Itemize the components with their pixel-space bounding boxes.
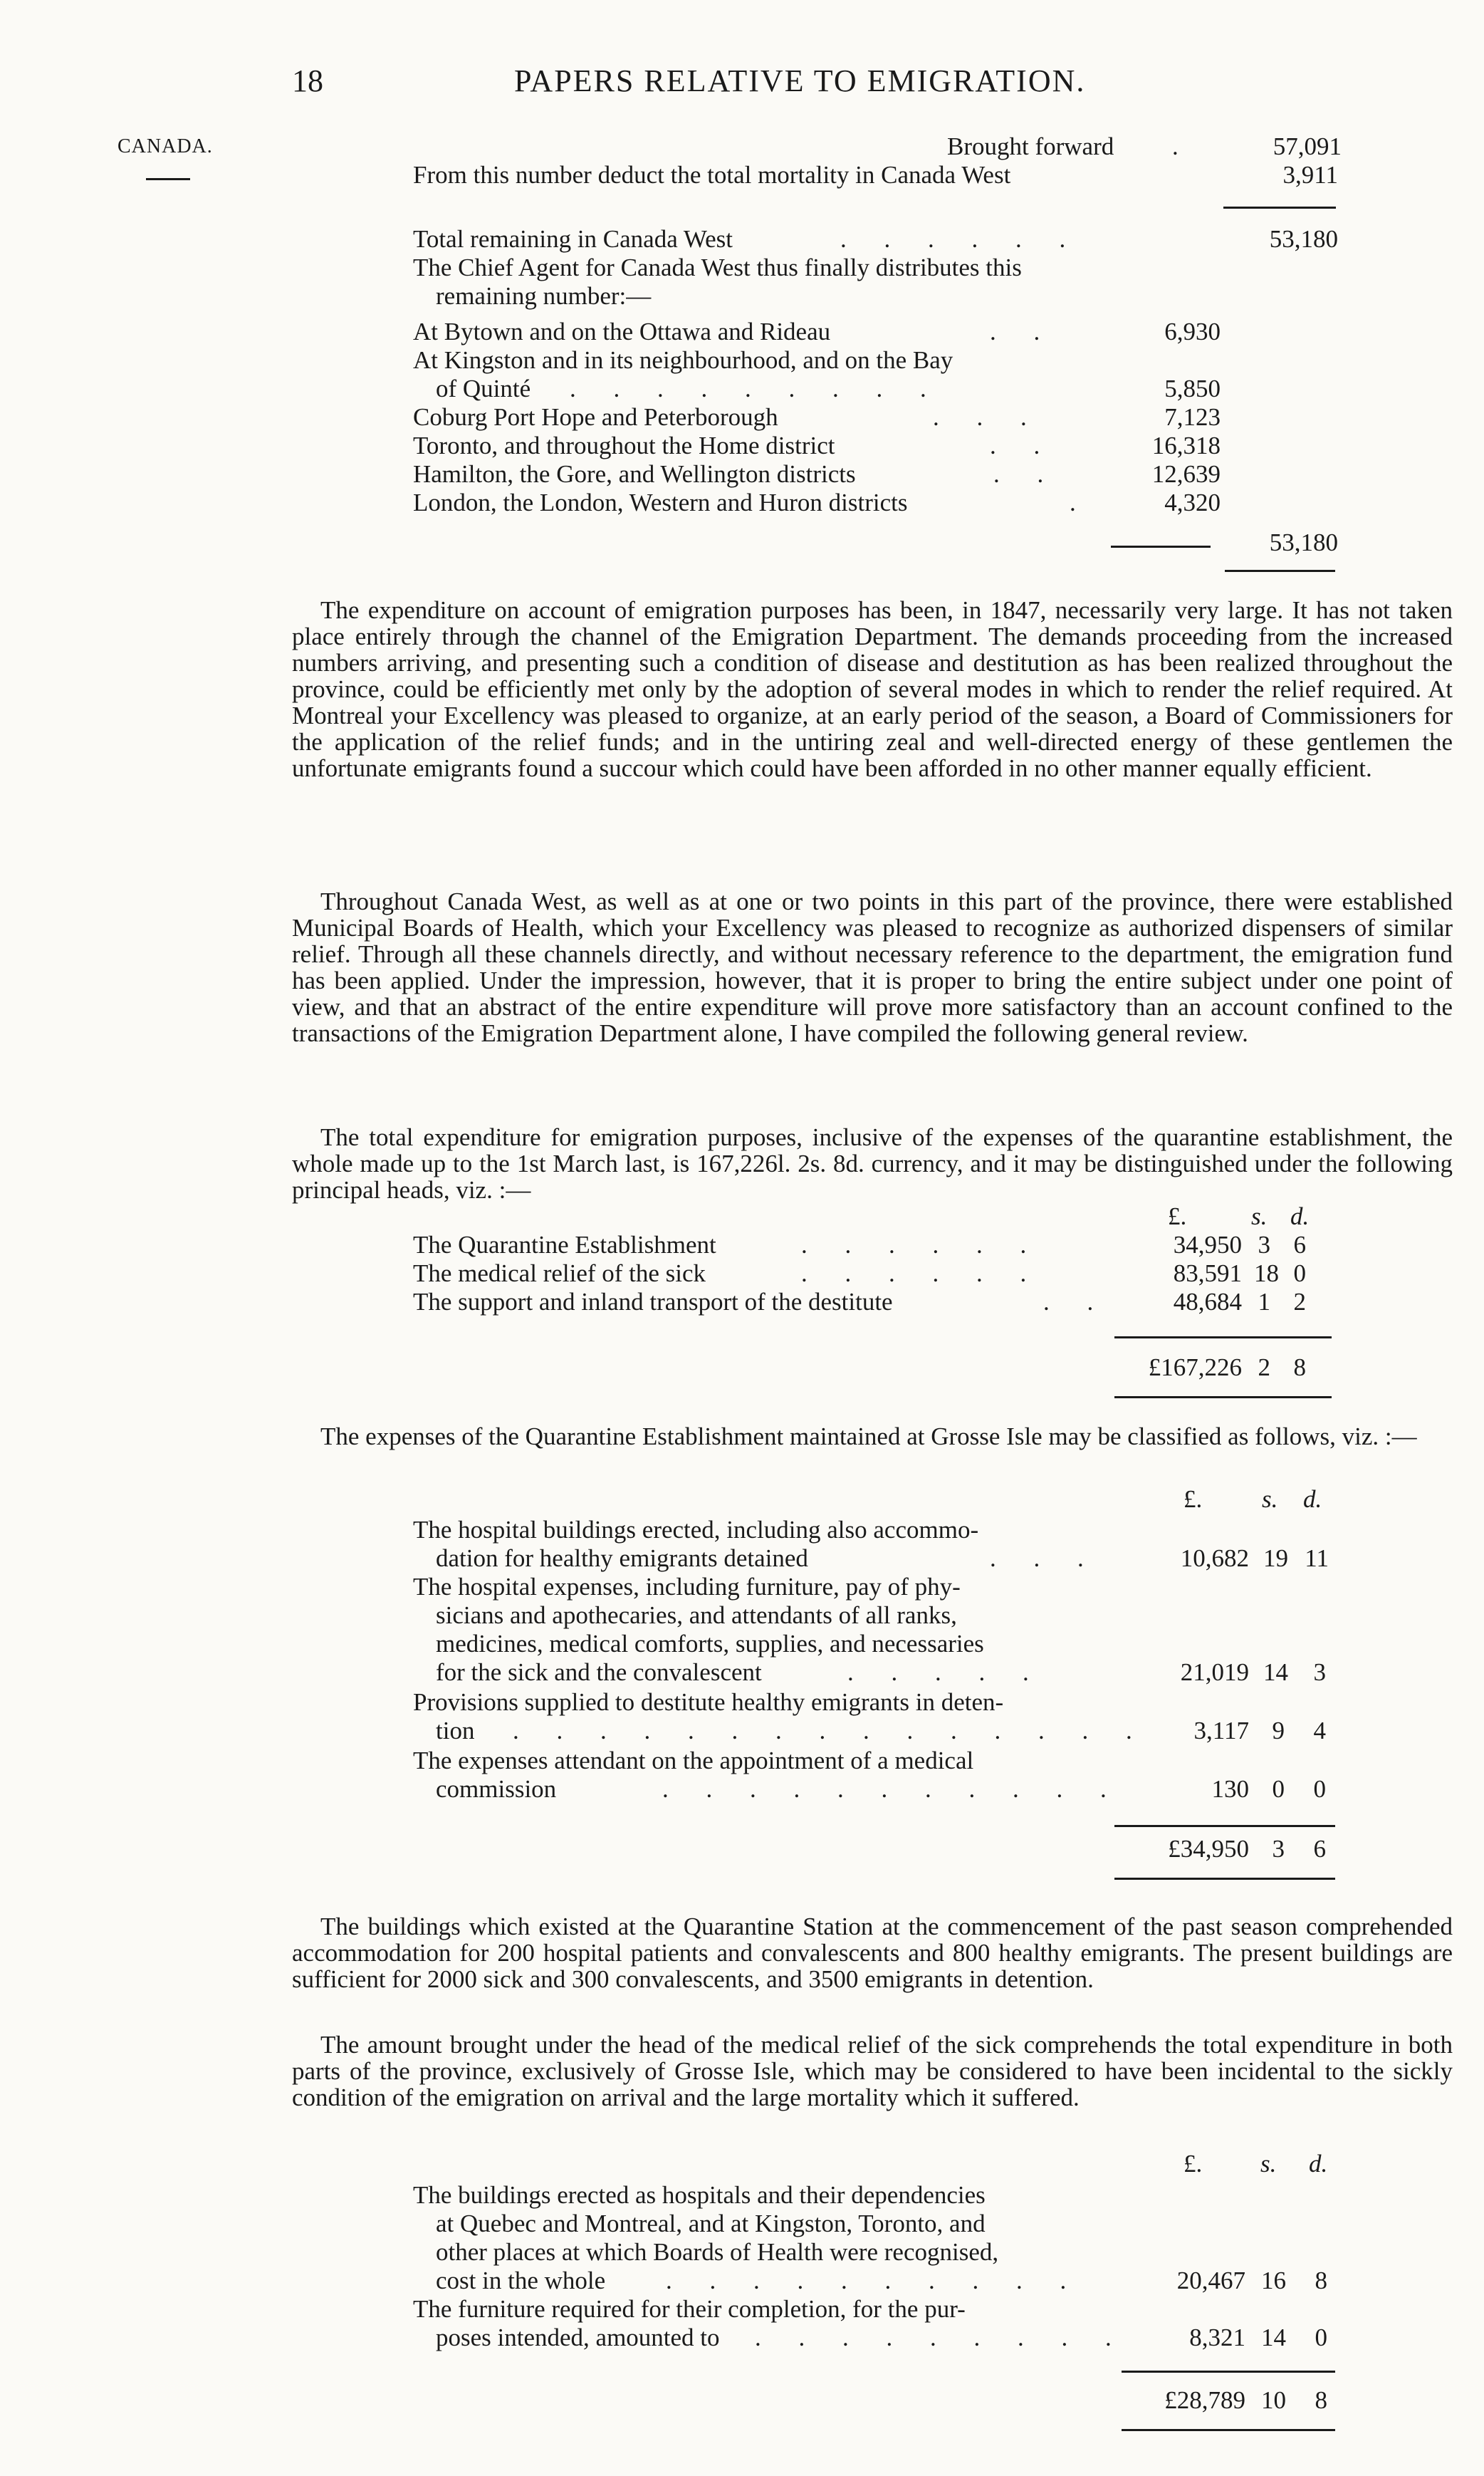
table3-pence: 0: [1315, 2324, 1327, 2351]
table1-pence: 0: [1293, 1259, 1306, 1287]
leader-dots: . . . . . . . . .: [570, 375, 942, 402]
leader-dots: . . . . . .: [840, 225, 1082, 253]
table1-shillings: 3: [1258, 1231, 1270, 1259]
leader-dots: . . . . . . . . . .: [666, 2267, 1082, 2294]
table1-shillings: 18: [1254, 1259, 1279, 1287]
pence-header: d.: [1290, 1202, 1310, 1230]
table2-row-label-cont: commission: [436, 1775, 557, 1803]
total-rule: [1111, 546, 1211, 548]
distribution-item: Hamilton, the Gore, and Wellington districts: [413, 460, 856, 488]
table2-pence: 4: [1313, 1717, 1326, 1744]
table3-total-rule: [1122, 2371, 1335, 2373]
table3-row-label-cont: at Quebec and Montreal, and at Kingston, Toronto, and: [436, 2210, 986, 2237]
table2-pounds: 3,117: [1193, 1717, 1249, 1744]
table1-pounds: 48,684: [1173, 1288, 1242, 1316]
table2-row-label-cont: for the sick and the convalescent: [436, 1658, 762, 1686]
table3-total-pounds: £28,789: [1164, 2386, 1245, 2414]
table1-shillings: 1: [1258, 1288, 1270, 1316]
total-underline: [1225, 570, 1335, 572]
pounds-header: £.: [1183, 1485, 1203, 1513]
table3-total-pence: 8: [1315, 2386, 1327, 2414]
paragraph: The amount brought under the head of the medical relief of the sick comprehends the total expenditure in both parts of the province, exclusively of Grosse Isle, which may be considered to have been incidental to the sickly condition of the emigration on arrival and the large mortality which it suffered.: [292, 2031, 1453, 2111]
brought-forward-label: Brought forward: [947, 132, 1114, 160]
paragraph: The total expenditure for emigration purposes, inclusive of the expenses of the quarantine establishment, the whole made up to the 1st March last, is 167,226l. 2s. 8d. currency, and it may be distinguished under the following principal heads, viz. :—: [292, 1123, 1453, 1204]
distribution-item-cont: of Quinté: [436, 375, 531, 402]
distribution-value: 16,318: [1151, 432, 1221, 459]
table3-pounds: 8,321: [1189, 2324, 1245, 2351]
distribution-item: At Bytown and on the Ottawa and Rideau: [413, 318, 831, 345]
brought-forward-value: 57,091: [1273, 132, 1342, 160]
table3-shillings: 14: [1261, 2324, 1286, 2351]
deduct-value: 3,911: [1282, 161, 1338, 189]
distribution-value: 6,930: [1164, 318, 1221, 345]
table1-pounds: 83,591: [1173, 1259, 1242, 1287]
distribution-item: Toronto, and throughout the Home district: [413, 432, 835, 459]
leader-dots: . .: [990, 432, 1056, 459]
table2-row-label-cont: dation for healthy emigrants detained: [436, 1544, 808, 1572]
table1-pence: 6: [1293, 1231, 1306, 1259]
table1-total-pounds: £167,226: [1148, 1353, 1242, 1381]
leader-dots: . .: [990, 318, 1056, 345]
table2-shillings: 14: [1263, 1658, 1288, 1686]
leader-dots: . . . . .: [847, 1658, 1045, 1686]
table3-pounds: 20,467: [1176, 2267, 1245, 2294]
distribution-value: 12,639: [1151, 460, 1221, 488]
distribution-intro: The Chief Agent for Canada West thus finally distributes this: [413, 254, 1022, 281]
table2-pounds: 10,682: [1180, 1544, 1249, 1572]
leader-dots: .: [1070, 489, 1076, 516]
remaining-label: Total remaining in Canada West: [413, 225, 733, 253]
table2-row-label: The hospital buildings erected, including also accommo-: [413, 1516, 979, 1544]
pence-header: d.: [1309, 2150, 1328, 2178]
leader-dots: . . . . . .: [801, 1259, 1043, 1287]
table2-row-label: The expenses attendant on the appointment of a medical: [413, 1747, 974, 1774]
table3-total-shillings: 10: [1261, 2386, 1286, 2414]
page-number: 18: [292, 63, 323, 98]
paragraph: The buildings which existed at the Quarantine Station at the commencement of the past season comprehended accommodation for 200 hospital patients and convalescents and 800 healthy emigrants. The present buildings are sufficient for 2000 sick and 300 convalescents, and 3500 emigrants in detention.: [292, 1913, 1453, 1993]
distribution-intro-cont: remaining number:—: [436, 282, 652, 310]
table1-row-label: The support and inland transport of the destitute: [413, 1288, 893, 1316]
table3-pence: 8: [1315, 2267, 1327, 2294]
distribution-item: London, the London, Western and Huron districts: [413, 489, 908, 516]
leader-dots: . . .: [933, 403, 1043, 431]
shillings-header: s.: [1251, 1202, 1268, 1230]
table3-row-label-cont: poses intended, amounted to: [436, 2324, 720, 2351]
table3-shillings: 16: [1261, 2267, 1286, 2294]
distribution-item: At Kingston and in its neighbourhood, and on the Bay: [413, 346, 953, 374]
table1-pence: 2: [1293, 1288, 1306, 1316]
leader-dots: . . . . . . . . . . .: [662, 1775, 1122, 1803]
paragraph: The expenditure on account of emigration purposes has been, in 1847, necessarily very large. It has not taken place entirely through the channel of the Emigration Department. The demands proceeding from the increased numbers arriving, and presenting such a condition of disease and destitution as has been realized throughout the province, could be efficiently met only by the adoption of several modes in which to render the relief required. At Montreal your Excellency was pleased to organize, at an early period of the season, a Board of Commissioners for the application of the relief funds; and in the untiring zeal and well-directed energy of these gentlemen the unfortunate emigrants found a succour which could have been afforded in no other manner equally efficient.: [292, 596, 1453, 782]
table3-row-label: The buildings erected as hospitals and their dependencies: [413, 2181, 986, 2209]
table2-total-rule: [1114, 1825, 1335, 1827]
table1-row-label: The medical relief of the sick: [413, 1259, 706, 1287]
page-title: PAPERS RELATIVE TO EMIGRATION.: [514, 63, 1086, 98]
table2-row-label: The hospital expenses, including furniture, pay of phy-: [413, 1573, 961, 1601]
table2-shillings: 19: [1263, 1544, 1288, 1572]
page-header: [0, 63, 1484, 105]
table1-total-rule: [1114, 1336, 1332, 1338]
table2-total-pounds: £34,950: [1168, 1835, 1249, 1863]
table2-total-shillings: 3: [1272, 1835, 1285, 1863]
brought-forward-dot: .: [1172, 132, 1179, 160]
table2-shillings: 9: [1272, 1717, 1285, 1744]
distribution-value: 4,320: [1164, 489, 1221, 516]
distribution-value: 7,123: [1164, 403, 1221, 431]
paragraph: The expenses of the Quarantine Establishment maintained at Grosse Isle may be classified as follows, viz. :—: [320, 1422, 1417, 1450]
margin-note-rule: [146, 178, 190, 180]
remaining-value: 53,180: [1269, 225, 1338, 253]
shillings-header: s.: [1260, 2150, 1277, 2178]
leader-dots: . . . . . .: [801, 1231, 1043, 1259]
table3-row-label-cont: cost in the whole: [436, 2267, 606, 2294]
paragraph: Throughout Canada West, as well as at one or two points in this part of the province, there were established Municipal Boards of Health, which your Excellency was pleased to recognize as authorized dispensers of similar relief. Through all these channels directly, and without necessary reference to the department, the emigration fund has been applied. Under the impression, however, that it is proper to bring the entire subject under one point of view, and that an abstract of the entire expenditure will prove more satisfactory than an account confined to the transactions of the Emigration Department alone, I have compiled the following general review.: [292, 888, 1453, 1047]
table1-pounds: 34,950: [1173, 1231, 1242, 1259]
table2-pence: 3: [1313, 1658, 1326, 1686]
table2-pence: 11: [1305, 1544, 1329, 1572]
table2-row-label-cont: medicines, medical comforts, supplies, and necessaries: [436, 1630, 984, 1658]
table1-total-shillings: 2: [1258, 1353, 1270, 1381]
table1-total-pence: 8: [1293, 1353, 1306, 1381]
leader-dots: . . . . . . . . . . . . . . .: [513, 1717, 1148, 1744]
pounds-header: £.: [1183, 2150, 1203, 2178]
table2-total-pence: 6: [1313, 1835, 1326, 1863]
table3-row-label: The furniture required for their completion, for the pur-: [413, 2295, 966, 2323]
distribution-item: Coburg Port Hope and Peterborough: [413, 403, 778, 431]
margin-note: CANADA.: [117, 135, 213, 157]
table2-pounds: 21,019: [1180, 1658, 1249, 1686]
shillings-header: s.: [1262, 1485, 1278, 1513]
table2-row-label: Provisions supplied to destitute healthy emigrants in deten-: [413, 1688, 1004, 1716]
pence-header: d.: [1303, 1485, 1322, 1513]
distribution-total: 53,180: [1269, 529, 1338, 556]
deduct-label: From this number deduct the total mortality in Canada West: [413, 161, 1011, 189]
leader-dots: . . .: [990, 1544, 1099, 1572]
table1-total-underline: [1114, 1396, 1332, 1398]
table2-pounds: 130: [1211, 1775, 1249, 1803]
table2-row-label-cont: sicians and apothecaries, and attendants of all ranks,: [436, 1601, 957, 1629]
pounds-header: £.: [1168, 1202, 1187, 1230]
leader-dots: . . . . . . . . .: [755, 2324, 1127, 2351]
distribution-value: 5,850: [1164, 375, 1221, 402]
table1-row-label: The Quarantine Establishment: [413, 1231, 716, 1259]
subtotal-rule: [1223, 207, 1336, 209]
table2-row-label-cont: tion: [436, 1717, 475, 1744]
leader-dots: . .: [1043, 1288, 1109, 1316]
leader-dots: . .: [993, 460, 1060, 488]
table2-total-underline: [1114, 1878, 1335, 1880]
table2-pence: 0: [1313, 1775, 1326, 1803]
table2-shillings: 0: [1272, 1775, 1285, 1803]
table3-total-underline: [1122, 2429, 1335, 2431]
table3-row-label-cont: other places at which Boards of Health were recognised,: [436, 2238, 999, 2266]
